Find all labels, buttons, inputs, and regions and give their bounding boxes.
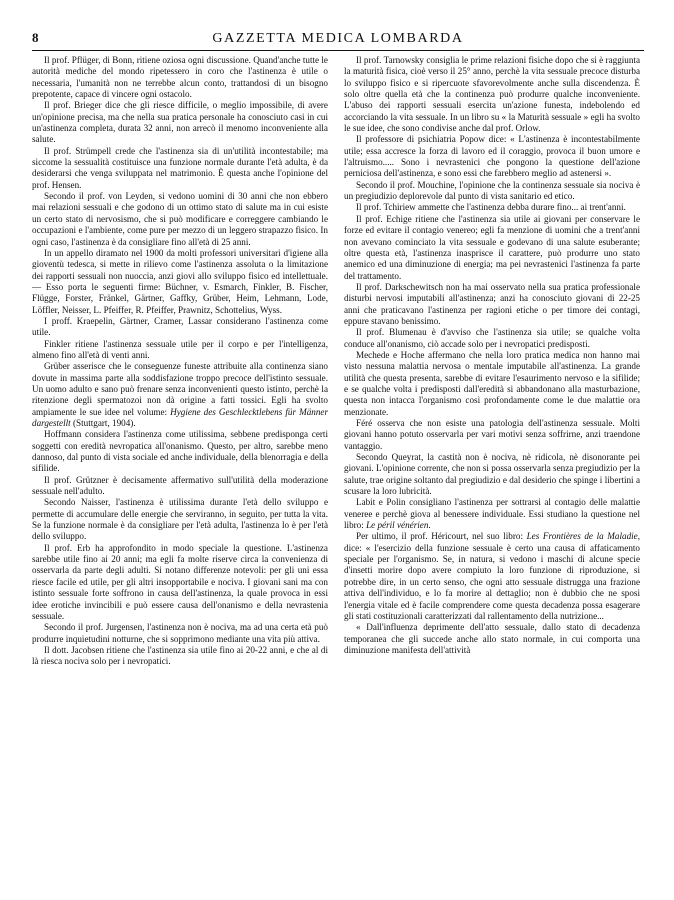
paragraph-appeal-1900: In un appello diramato nel 1900 da molti professori universitari d'igiene alla gioventù tedesca, si mette in rilievo come l'astinenza assoluta o la limitazione dei rapporti sessuali non nuoccia, anzi giovi allo sviluppo fisico ed intellettuale. — Esso porta le seguenti firme: Büchner, v. Esmarch, Finkler, B. Fischer, Flügge, Forster, Fränkel, Gärtner, Gaffky, Grüber, Heim, Lehmann, Lode, Löffler, Neisser, L. Pfeiffer, R. Pfeiffer, Prawnitz, Schottelius, Wyss. xyxy=(32,247,328,315)
labit-text-end: . xyxy=(428,520,431,531)
paragraph-erb: Il prof. Erb ha approfondito in modo speciale la questione. L'astinenza sarebbe utile fino ai 20 anni; ma egli fa molte riserve circa la convenienza di osservarla da parte degli adulti. Si notano differenze notevoli: per gli uni essa riesce facile ed utile, per gli altri insopportabile e nociva. I giovani sani ma con istinto sessuale forte soffrono in causa dell'astinenza, la quale provoca in essi idee erotiche invincibili e può essere causa dell'onanismo e della nevrastenia sessuale. xyxy=(32,542,328,621)
paragraph-brieger: Il prof. Brieger dice che gli riesce difficile, o meglio impossibile, di avere un'opinione precisa, ma che nella sua pratica personale ha conosciuto casi in cui un'astinenza completa, durata 32 anni, non arrecò il menomo inconveniente alla salute. xyxy=(32,100,328,145)
paragraph-fere: Féré osserva che non esiste una patologia dell'astinenza sessuale. Molti giovani hanno potuto osservarla per vari motivi senza soffrirne, anzi traendone vantaggio. xyxy=(344,418,640,451)
paragraph-blumenau: Il prof. Blumenau è d'avviso che l'astinenza sia utile; se qualche volta conduce all'onanismo, ciò accade solo per i nevropatici predisposti. xyxy=(344,327,640,349)
paragraph-mechede-hoche: Mechede e Hoche affermano che nella loro pratica medica non hanno mai visto nessuna malattia nervosa o mentale imputabile all'astinenza. La grande utilità che questa presenta, sarebbe di evitare l'esaurimento nervoso e la sifilide; e se qualche volta i predisposti dall'eredità si abbandonano alla masturbazione, questa non intacca l'organismo così profondamente come le due malattie ora menzionate. xyxy=(344,349,640,417)
right-column xyxy=(344,55,640,656)
paragraph-grutzner: Il prof. Grützner è decisamente affermativo sull'utilità della moderazione sessuale nell'adulto. xyxy=(32,474,328,497)
book-title-frontieres: Les Frontières de la Maladie xyxy=(526,531,638,542)
hericourt-text-end: , dice: « l'esercizio della funzione sessuale è certo una causa di affaticamento speciale per l'organismo. Se, in natura, si vedono i maschi di alcune specie d'insetti morire dopo avere compiuto la loro funzione di riproduzione, si potrebbe dire, in un certo senso, che ogni atto sessuale distrugga una frazione attiva dell'individuo, e lo fa morire al dettaglio; non è dubbio che ne sposi l'energia vitale ed è facile comprendere come questa decadenza possa esagerare gli stati costituzionali caratterizzati dal rallentamento della nutrizione... xyxy=(344,531,640,621)
paragraph-labit-polin xyxy=(344,497,640,531)
paragraph-gruber xyxy=(32,361,328,429)
paragraph-darkschewitsch: Il prof. Darkschewitsch non ha mai osservato nella sua pratica professionale disturbi nervosi imputabili all'astinenza; anzi ha conosciuto giovani di 22-25 anni che praticavano l'astinenza per ragioni etiche o per timore dei contagi, eppure stavano benissimo. xyxy=(344,281,640,326)
book-title-peril: Le péril vénérien xyxy=(366,520,429,531)
labit-text: Labit e Polin consigliano l'astinenza per sottrarsi al contagio delle malattie veneree e perchè giova al benessere individuale. Essi studiano la questione nel libro: xyxy=(344,497,640,531)
paragraph-kraepelin: I proff. Kraepelin, Gärtner, Cramer, Lassar considerano l'astinenza come utile. xyxy=(32,315,328,338)
paragraph-naisser: Secondo Naisser, l'astinenza è utilissima durante l'età dello sviluppo e permette di accumulare delle energie che serviranno, in seguito, per tutta la vita. Se la funzione normale è da consigliare per l'età adulta, l'astinenza lo è per l'età dello sviluppo. xyxy=(32,497,328,542)
hericourt-text: Per ultimo, il prof. Héricourt, nel suo libro: xyxy=(356,531,527,542)
paragraph-jurgensen: Secondo il prof. Jurgensen, l'astinenza non è nociva, ma ad una certa età può produrre inquietudini notturne, che si sopprimono mediante una vita più attiva. xyxy=(32,622,328,644)
paragraph-tchiriew: Il prof. Tchiriew ammette che l'astinenza debba durare fino... ai trent'anni. xyxy=(356,202,626,213)
gruber-text: Grüber asserisce che le conseguenze funeste attribuite alla continenza siano dovute in massima parte alla soddisfazione troppo precoce dell'istinto sessuale. Un uomo adulto e sano può frenare senza inconvenienti questo istinto, perchè la ritenzione degli spermatozoi non dà origine a fatti tossici. Egli ha svolto ampiamente le sue idee nel volume: xyxy=(32,361,328,417)
paragraph-queyrat: Secondo Queyrat, la castità non è nociva, nè ridicola, nè disonorante pei giovani. L'opinione corrente, che non si possa osservarla senza pregiudizio per la salute, trae origine soltanto dal pregiudizio e dal desiderio che spinge i libertini a scusare la loro lubricità. xyxy=(344,452,640,497)
left-column xyxy=(32,55,328,668)
gruber-text-end: (Stuttgart, 1904). xyxy=(70,418,136,428)
paragraph-finkler: Finkler ritiene l'astinenza sessuale utile per il corpo e per l'intelligenza, almeno fino all'età di venti anni. xyxy=(32,338,328,360)
paragraph-tarnowsky: Il prof. Tarnowsky consiglia le prime relazioni fisiche dopo che si è raggiunta la maturità fisica, cioè verso il 25° anno, perchè la vita sessuale precoce disturba lo sviluppo fisico e si ripercuote sfavorevolmente anche sulla discendenza. È solo oltre quella età che la continenza può produrre qualche inconveniente. L'abuso dei rapporti sessuali esercita un'azione funesta, indebolendo ed accorciando la vita sessuale. In un libro su « la Maturità sessuale » egli ha svolto le sue idee, che sono condivise anche dal prof. Orlow. xyxy=(344,55,640,134)
paragraph-pfluger: Il prof. Pflüger, di Bonn, ritiene oziosa ogni discussione. Quand'anche tutte le autorità mediche del mondo ripetessero in coro che l'astinenza è utile o necessaria, l'umanità non ne terrebbe alcun conto, trattandosi di un bisogno prepotente, capace di vincere ogni ostacolo. xyxy=(32,55,328,100)
paragraph-von-leyden: Secondo il prof. von Leyden, si vedono uomini di 30 anni che non ebbero mai relazioni sessuali e che godono di un ottimo stato di salute ma in cui esiste un certo stato di nervosismo, che si può modificare e correggere cambiando le occupazioni e l'ambiente, come pure per mezzo di un leggero strapazzo fisico. In ogni caso, l'astinenza è da consigliare fino all'età di 25 anni. xyxy=(32,191,328,247)
book-title-hygiene: Hygiene des Geschlecktlebens für Männer dargestellt xyxy=(32,406,328,428)
paragraph-mouchine: Secondo il prof. Mouchine, l'opinione che la continenza sessuale sia nociva è un pregiudizio deplorevole dal punto di vista sanitario ed etico. xyxy=(344,179,640,202)
paragraph-hoffmann: Hoffmann considera l'astinenza come utilissima, sebbene predisponga certi soggetti con eredità nevropatica all'onanismo. Questo, per altro, sarebbe meno dannoso, dal punto di vista sociale ed anche individuale, della blenorragia e della sifilide. xyxy=(32,429,328,474)
page-number: 8 xyxy=(32,30,39,45)
paragraph-echige: Il prof. Echige ritiene che l'astinenza sia utile ai giovani per conservare le forze ed evitare il contagio venereo; egli fa menzione di uomini che a trent'anni non avevano cominciato la vita sessuale e godevano di una salute esuberante; oltre questa età, l'astinenza inasprisce il carattere, può produrre uno stato anemico ed una diminuzione di energia; ma pei nevrastenici l'astinenza fa parte del trattamento. xyxy=(344,213,640,281)
journal-title: GAZZETTA MEDICA LOMBARDA xyxy=(212,31,464,46)
paragraph-hericourt xyxy=(344,531,640,622)
paragraph-popow: Il professore di psichiatria Popow dice: « L'astinenza è incontestabilmente utile; essa accresce la forza di lavoro ed il coraggio, provoca il buon umore e l'altruismo..... Sono i nevrastenici che pongono la questione dell'azione perniciosa dell'astinenza, e sono essi che farebbero meglio ad astenersi ». xyxy=(344,134,640,179)
header-rule xyxy=(32,50,644,51)
paragraph-strumpell: Il prof. Strümpell crede che l'astinenza sia di un'utilità incontestabile; ma siccome la sessualità costituisce una funzione normale durante l'età adulta, è da desiderarsi che venga sviluppata nel matrimonio. È questa anche l'opinione del prof. Hensen. xyxy=(32,145,328,190)
paragraph-jacobsen: Il dott. Jacobsen ritiene che l'astinenza sia utile fino ai 20-22 anni, e che al di là riesca nociva solo per i nevropatici. xyxy=(32,644,328,667)
page-header xyxy=(32,30,644,50)
paragraph-quote-continuation: « Dall'influenza deprimente dell'atto sessuale, dallo stato di decadenza temporanea che gli succede anche allo stato normale, in cui comporta una diminuzione manifesta dell'attività xyxy=(344,622,640,655)
